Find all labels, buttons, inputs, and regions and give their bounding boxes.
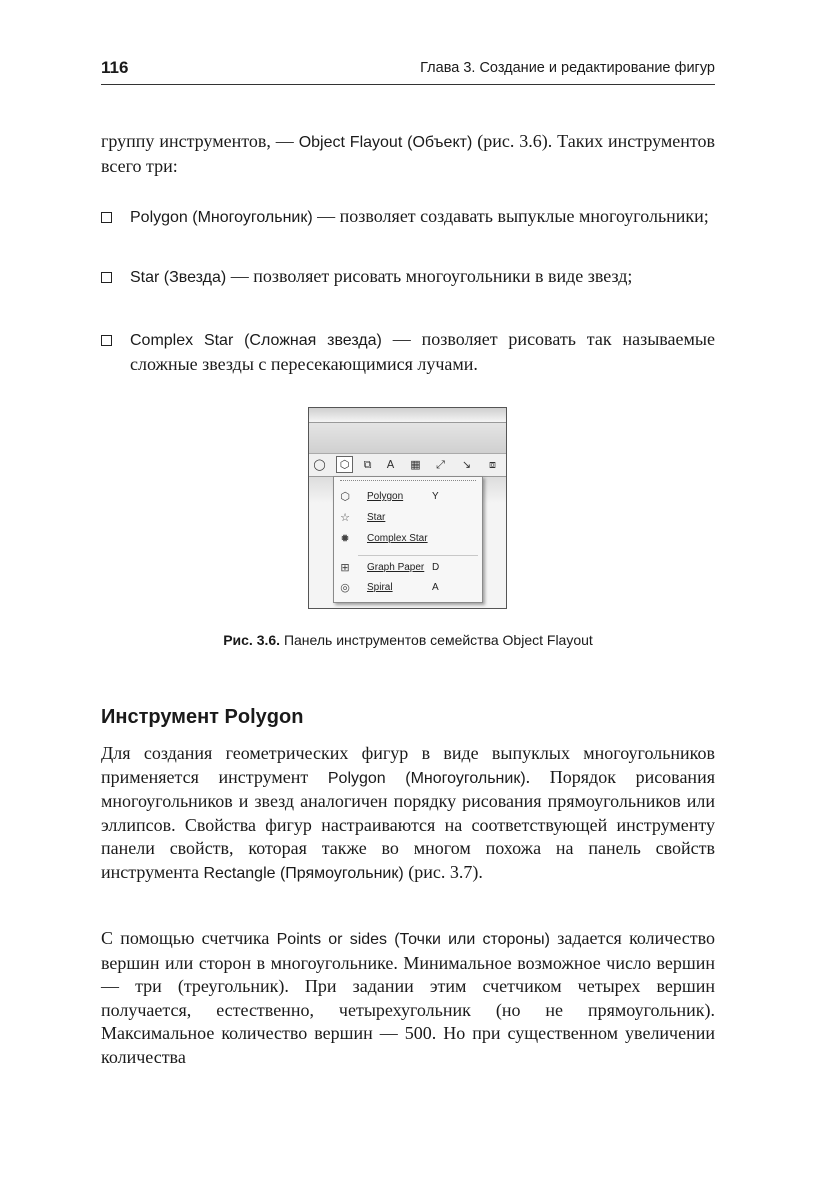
body-paragraph-1 <box>101 742 715 885</box>
page-header <box>101 58 715 85</box>
para2-text-2: задается количество вершин или сторон в многоугольнике. Минимальное возможное число вершин — три (треугольник). При задании этим счетчиком четырех вершин получается, естественно, четырехугольник (но не прямоугольник). Максимальное количество вершин — 500. Но при существенном увеличении количества <box>101 928 716 1067</box>
bullet-ui-term: Star (Звезда) <box>130 269 227 286</box>
checkbox-bullet-icon <box>101 272 112 283</box>
para1-text-2: . Порядок рисования многоугольников и звезд аналогичен порядку рисования прямоугольников или эллипсов. Свойства фигур настраиваются на соответствующей инструменту панели свойств, которая также во многом похожа на панель свойств инструмента <box>101 766 715 882</box>
bullet-description: — позволяет рисовать многоугольники в виде звезд; <box>226 266 633 286</box>
window-titlebar <box>309 408 506 423</box>
bullet-star <box>101 265 715 290</box>
dimension-tool-icon[interactable]: ⤢ <box>436 458 445 471</box>
spiral-icon: ◎ <box>340 581 350 594</box>
para2-text-1: С помощью счетчика <box>101 928 277 948</box>
text-tool-icon[interactable]: A <box>386 458 395 471</box>
flyout-menu <box>333 476 483 603</box>
figure-screenshot <box>308 407 507 609</box>
menu-item-shortcut: A <box>432 582 439 593</box>
complex-star-icon: ✹ <box>340 532 350 545</box>
tearoff-handle[interactable] <box>340 480 476 481</box>
bullet-ui-term: Complex Star (Сложная звезда) <box>130 332 382 349</box>
menu-item-polygon[interactable] <box>334 487 482 506</box>
intro-ui-term: Object Flayout (Объект) <box>298 134 473 151</box>
menu-item-label: Spiral <box>367 582 393 593</box>
bullet-text <box>130 205 715 230</box>
menu-item-star[interactable] <box>334 508 482 527</box>
bullet-description: — позволяет создавать выпуклые многоугольники; <box>312 206 709 226</box>
menu-item-label: Graph Paper <box>367 562 425 573</box>
section-heading: Инструмент Polygon <box>101 706 304 728</box>
caption-label: Рис. 3.6. <box>223 632 281 648</box>
polygon-icon: ⬡ <box>340 490 350 503</box>
menu-item-shortcut: D <box>432 562 440 573</box>
bullet-text <box>130 328 715 376</box>
star-icon: ☆ <box>340 511 350 524</box>
bullet-ui-term: Polygon (Многоугольник) <box>130 209 313 226</box>
para1-ui-term-1: Polygon (Многоугольник) <box>327 769 526 787</box>
intro-text-b: (рис. 3.6). Таких инструментов всего три: <box>101 131 715 176</box>
menu-item-label: Polygon <box>367 491 404 502</box>
menu-item-graph-paper[interactable] <box>334 558 482 577</box>
table-tool-icon[interactable]: ▦ <box>410 458 421 471</box>
para1-text-3: (рис. 3.7). <box>403 861 483 882</box>
menu-item-label: Star <box>367 512 386 523</box>
caption-text: Панель инструментов семейства Object Flayout <box>280 632 593 648</box>
toolbox <box>309 454 506 477</box>
para1-text-1: Для создания геометрических фигур в виде выпуклых многоугольников применяется инструмент <box>101 743 715 787</box>
property-bar <box>309 423 506 454</box>
graph-paper-icon: ⊞ <box>340 561 350 574</box>
menu-item-spiral[interactable] <box>334 578 482 597</box>
menu-item-label: Complex Star <box>367 533 428 544</box>
menu-item-complex-star[interactable] <box>334 529 482 548</box>
bullet-text <box>130 265 715 290</box>
intro-text-a: группу инструментов, — <box>101 131 299 151</box>
polygon-tool-icon[interactable]: ⬡ <box>336 456 353 473</box>
para1-ui-term-2: Rectangle (Прямоугольник) <box>203 864 404 882</box>
menu-item-shortcut: Y <box>432 491 439 502</box>
menu-separator <box>358 555 478 556</box>
intro-paragraph <box>101 130 715 178</box>
interactive-tool-icon[interactable]: ⧈ <box>489 458 496 471</box>
connector-tool-icon[interactable]: ↘ <box>461 458 472 471</box>
page-number: 116 <box>101 58 129 77</box>
bullet-description: — позволяет рисовать так называемые сложные звезды с пересекающимися лучами. <box>130 329 715 374</box>
basic-shapes-icon[interactable]: ⧉ <box>363 458 372 471</box>
running-head: Глава 3. Создание и редактирование фигур <box>420 60 715 76</box>
para2-ui-term-1: Points or sides (Точки или стороны) <box>276 931 550 948</box>
checkbox-bullet-icon <box>101 212 112 223</box>
ellipse-tool-icon[interactable]: ◯ <box>313 458 326 471</box>
bullet-complex-star <box>101 328 715 376</box>
body-paragraph-2 <box>101 927 715 1069</box>
figure-caption <box>101 632 715 648</box>
bullet-polygon <box>101 205 715 230</box>
checkbox-bullet-icon <box>101 335 112 346</box>
